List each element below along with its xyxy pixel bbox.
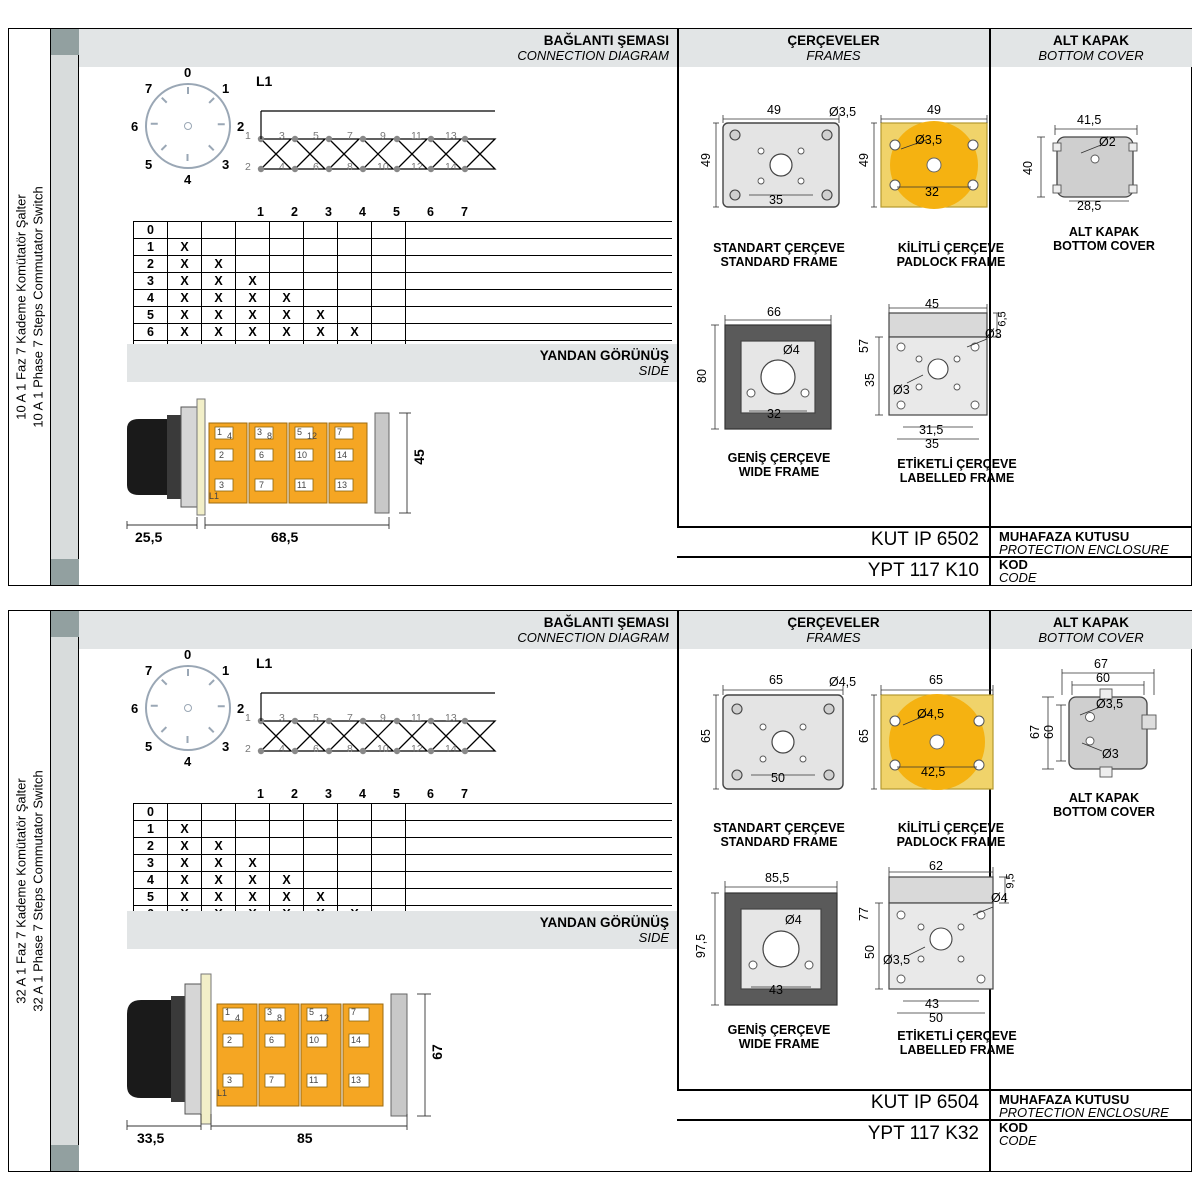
table-row: 1 X bbox=[134, 239, 672, 256]
dim-lab-bottomw: 50 bbox=[929, 1011, 943, 1025]
enclosure-label-en: PROTECTION ENCLOSURE bbox=[999, 542, 1169, 557]
dim-cover-dia2: Ø3 bbox=[1102, 747, 1119, 761]
header-side-en: SIDE bbox=[638, 363, 669, 378]
col-num-6: 6 bbox=[427, 787, 434, 801]
ladder-top-num-1: 1 bbox=[245, 712, 251, 724]
term-num: 10 bbox=[309, 1035, 320, 1045]
dial-pos-6: 6 bbox=[131, 119, 139, 134]
dim-depth-behind: 33,5 bbox=[137, 1130, 165, 1146]
dim-lab-innerw: 43 bbox=[925, 997, 939, 1011]
ladder-bot-num-4: 4 bbox=[279, 743, 285, 755]
side-phase-label: L1 bbox=[217, 1088, 228, 1098]
dim-std-dia: Ø4,5 bbox=[829, 675, 857, 689]
gray-cap-top bbox=[51, 29, 79, 55]
dim-wide-width: 85,5 bbox=[765, 871, 790, 885]
vertical-label-strip-32a bbox=[9, 611, 51, 1171]
dim-cover-height: 40 bbox=[1020, 161, 1035, 175]
gray-spine bbox=[51, 611, 79, 1171]
dim-std-width: 65 bbox=[769, 673, 783, 687]
side-label-tr: 10 A 1 Faz 7 Kademe Komütatör Şalter bbox=[13, 194, 29, 420]
ladder-top-num-3: 3 bbox=[279, 130, 285, 142]
caption-padlock-frame: KİLİTLİ ÇERÇEVE PADLOCK FRAME bbox=[896, 241, 1006, 269]
table-row: 5 X X X X X bbox=[134, 889, 672, 906]
dial-pos-7: 7 bbox=[145, 663, 153, 678]
col-num-6: 6 bbox=[427, 205, 434, 219]
ladder-top-num-7: 7 bbox=[347, 130, 353, 142]
header-bottom-tr: ALT KAPAK bbox=[1053, 615, 1129, 630]
dial-pos-5: 5 bbox=[145, 157, 153, 172]
term-num: 13 bbox=[337, 480, 348, 490]
header-frames-tr: ÇERÇEVELER bbox=[787, 33, 880, 48]
dim-std-hole: 35 bbox=[769, 193, 783, 207]
table-row: 2 X X bbox=[134, 838, 672, 855]
col-num-4: 4 bbox=[359, 787, 366, 801]
term-num: 5 bbox=[297, 427, 303, 437]
dim-wide-height: 80 bbox=[694, 369, 709, 383]
term-num: 12 bbox=[307, 431, 318, 441]
term-num: 5 bbox=[309, 1007, 315, 1017]
term-num: 6 bbox=[259, 450, 265, 460]
dim-cover-dia: Ø3,5 bbox=[1096, 697, 1124, 711]
caption-wide-frame: GENİŞ ÇERÇEVE WIDE FRAME bbox=[727, 1023, 831, 1051]
header-bottom-cover bbox=[991, 29, 1192, 67]
dim-height: 45 bbox=[410, 449, 427, 465]
wide-frame-drawing-10a bbox=[694, 305, 853, 447]
col-num-3: 3 bbox=[325, 787, 332, 801]
enclosure-label-tr: MUHAFAZA KUTUSU bbox=[999, 1092, 1130, 1107]
ladder-top-num-1: 1 bbox=[245, 130, 251, 142]
dim-cover-width2: 60 bbox=[1096, 671, 1110, 685]
switching-table-10a bbox=[133, 221, 672, 358]
col-num-3: 3 bbox=[325, 205, 332, 219]
dim-cover-dia: Ø2 bbox=[1099, 135, 1116, 149]
dial-pos-7: 7 bbox=[145, 81, 153, 96]
dim-wide-dia: Ø4 bbox=[785, 913, 802, 927]
col-num-2: 2 bbox=[291, 205, 298, 219]
table-row: 1 X bbox=[134, 821, 672, 838]
ladder-bot-num-6: 6 bbox=[313, 161, 319, 173]
col-divider-1 bbox=[677, 29, 679, 526]
dim-depth-body: 68,5 bbox=[271, 529, 299, 545]
dial-center-dot bbox=[184, 122, 192, 130]
product-block-32a bbox=[8, 610, 1192, 1172]
dial-pos-2: 2 bbox=[237, 701, 245, 716]
dim-std-dia: Ø3,5 bbox=[829, 105, 857, 119]
caption-labelled-frame: ETİKETLİ ÇERÇEVE LABELLED FRAME bbox=[897, 1029, 1017, 1057]
dim-wide-height: 97,5 bbox=[694, 933, 709, 959]
dim-cover-height: 67 bbox=[1027, 725, 1042, 739]
gray-cap-top bbox=[51, 611, 79, 637]
header-bottom-tr: ALT KAPAK bbox=[1053, 33, 1129, 48]
dim-lab-innerh: 50 bbox=[862, 945, 877, 959]
ladder-top-num-9: 9 bbox=[380, 130, 386, 142]
col-divider-1 bbox=[677, 611, 679, 1089]
dial-pos-3: 3 bbox=[222, 739, 230, 754]
ladder-bot-num-10: 10 bbox=[377, 743, 389, 755]
code-label-tr: KOD bbox=[999, 557, 1028, 572]
col-num-2: 2 bbox=[291, 787, 298, 801]
dim-cover-height2: 60 bbox=[1041, 725, 1056, 739]
side-label-en: 10 A 1 Phase 7 Steps Commutator Switch bbox=[30, 186, 46, 428]
term-num: 7 bbox=[269, 1075, 275, 1085]
code-value: YPT 117 K32 bbox=[867, 1123, 979, 1144]
code-label-en: CODE bbox=[999, 1133, 1037, 1148]
ladder-top-num-13: 13 bbox=[445, 712, 457, 724]
caption-bottom-cover: ALT KAPAK BOTTOM COVER bbox=[1053, 791, 1155, 819]
phase-label-l1: L1 bbox=[256, 73, 273, 89]
dim-pad-dia: Ø3,5 bbox=[915, 133, 943, 147]
header-frames-tr: ÇERÇEVELER bbox=[787, 615, 880, 630]
dim-std-height: 49 bbox=[698, 153, 713, 167]
ladder-bot-num-12: 12 bbox=[411, 161, 423, 173]
col-num-7: 7 bbox=[461, 205, 468, 219]
dim-lab-bottomw: 35 bbox=[925, 437, 939, 451]
dim-std-hole: 50 bbox=[771, 771, 785, 785]
term-num: 6 bbox=[269, 1035, 275, 1045]
ladder-bot-num-8: 8 bbox=[347, 743, 353, 755]
dim-cover-inner: 28,5 bbox=[1077, 199, 1102, 213]
caption-standard-frame: STANDART ÇERÇEVE STANDARD FRAME bbox=[713, 821, 845, 849]
ladder-bot-num-10: 10 bbox=[377, 161, 389, 173]
term-num: 2 bbox=[227, 1035, 233, 1045]
term-num: 14 bbox=[337, 450, 348, 460]
header-bottom-cover bbox=[991, 611, 1192, 649]
col-num-5: 5 bbox=[393, 205, 400, 219]
dial-pos-3: 3 bbox=[222, 157, 230, 172]
dim-height: 67 bbox=[428, 1044, 445, 1060]
header-frames-en: FRAMES bbox=[806, 630, 861, 645]
side-view-drawing-10a bbox=[119, 387, 439, 545]
table-row: 6 X X X X X X bbox=[134, 324, 672, 341]
ladder-top-num-9: 9 bbox=[380, 712, 386, 724]
ladder-bot-num-14: 14 bbox=[445, 161, 457, 173]
header-connection-tr: BAĞLANTI ŞEMASI bbox=[543, 33, 669, 48]
dim-lab-innerw: 31,5 bbox=[919, 423, 944, 437]
ladder-top-num-11: 11 bbox=[411, 712, 422, 724]
ladder-top-num-5: 5 bbox=[313, 130, 319, 142]
dial-pos-6: 6 bbox=[131, 701, 139, 716]
dim-depth-behind: 25,5 bbox=[135, 529, 163, 545]
term-num: 3 bbox=[267, 1007, 273, 1017]
table-row: 4 X X X X bbox=[134, 872, 672, 889]
term-num: 3 bbox=[257, 427, 263, 437]
term-num: 8 bbox=[267, 431, 273, 441]
col-num-7: 7 bbox=[461, 787, 468, 801]
dim-std-height: 65 bbox=[698, 729, 713, 743]
ladder-bot-num-2: 2 bbox=[245, 161, 251, 173]
header-frames bbox=[679, 29, 989, 67]
term-num: 13 bbox=[351, 1075, 362, 1085]
dim-lab-dia2: Ø3,5 bbox=[883, 953, 911, 967]
dim-pad-height: 49 bbox=[856, 153, 871, 167]
ladder-bot-num-12: 12 bbox=[411, 743, 423, 755]
dim-wide-width: 66 bbox=[767, 305, 781, 319]
term-num: 7 bbox=[259, 480, 265, 490]
dim-pad-hole: 42,5 bbox=[921, 765, 946, 779]
header-bottom-en: BOTTOM COVER bbox=[1038, 48, 1144, 63]
phase-label-l1: L1 bbox=[256, 655, 273, 671]
table-row: 5 X X X X X bbox=[134, 307, 672, 324]
table-row: 3 X X X bbox=[134, 273, 672, 290]
dim-lab-dia1: Ø4 bbox=[991, 891, 1008, 905]
ladder-bot-num-14: 14 bbox=[445, 743, 457, 755]
ladder-bot-num-8: 8 bbox=[347, 161, 353, 173]
enclosure-value: KUT IP 6504 bbox=[870, 1092, 979, 1113]
side-phase-label: L1 bbox=[209, 491, 220, 501]
selector-dial-10a bbox=[119, 65, 259, 189]
dim-wide-dia: Ø4 bbox=[783, 343, 800, 357]
header-side-view bbox=[127, 344, 677, 382]
table-row: 4 X X X X bbox=[134, 290, 672, 307]
header-connection-tr: BAĞLANTI ŞEMASI bbox=[543, 615, 669, 630]
header-frames bbox=[679, 611, 989, 649]
dim-lab-dia2: Ø3 bbox=[893, 383, 910, 397]
col-num-5: 5 bbox=[393, 787, 400, 801]
dial-center-dot bbox=[184, 704, 192, 712]
dim-wide-hole: 43 bbox=[769, 983, 783, 997]
term-num: 1 bbox=[225, 1007, 231, 1017]
ladder-top-num-13: 13 bbox=[445, 130, 457, 142]
ladder-top-num-7: 7 bbox=[347, 712, 353, 724]
ladder-top-num-3: 3 bbox=[279, 712, 285, 724]
dial-pos-4: 4 bbox=[184, 172, 192, 187]
term-num: 2 bbox=[219, 450, 225, 460]
ladder-bot-num-2: 2 bbox=[245, 743, 251, 755]
header-side-tr: YANDAN GÖRÜNÜŞ bbox=[539, 348, 669, 363]
wide-frame-drawing-32a bbox=[694, 871, 858, 1023]
term-num: 1 bbox=[217, 427, 223, 437]
term-num: 12 bbox=[319, 1013, 330, 1023]
term-num: 7 bbox=[351, 1007, 357, 1017]
col-num-1: 1 bbox=[257, 787, 264, 801]
dial-pos-1: 1 bbox=[222, 663, 230, 678]
header-side-view bbox=[127, 911, 677, 949]
enclosure-value: KUT IP 6502 bbox=[870, 529, 979, 550]
contact-ladder-32a bbox=[247, 673, 507, 783]
header-connection-en: CONNECTION DIAGRAM bbox=[517, 630, 669, 645]
dim-std-width: 49 bbox=[767, 103, 781, 117]
header-connection-diagram bbox=[79, 29, 677, 67]
standard-frame-drawing-10a bbox=[698, 103, 857, 219]
term-num: 11 bbox=[309, 1075, 319, 1085]
term-num: 3 bbox=[227, 1075, 233, 1085]
dim-pad-hole: 32 bbox=[925, 185, 939, 199]
dial-pos-5: 5 bbox=[145, 739, 153, 754]
dim-lab-width: 62 bbox=[929, 859, 943, 873]
code-value: YPT 117 K10 bbox=[867, 560, 979, 581]
product-block-10a bbox=[8, 28, 1192, 586]
dial-pos-1: 1 bbox=[222, 81, 230, 96]
dim-pad-dia: Ø4,5 bbox=[917, 707, 945, 721]
term-num: 8 bbox=[277, 1013, 283, 1023]
dim-lab-height: 57 bbox=[856, 339, 871, 353]
gray-spine bbox=[51, 29, 79, 585]
dim-wide-hole: 32 bbox=[767, 407, 781, 421]
dim-lab-width: 45 bbox=[925, 297, 939, 311]
col-num-1: 1 bbox=[257, 205, 264, 219]
contact-ladder-10a bbox=[247, 91, 507, 201]
dim-depth-body: 85 bbox=[297, 1130, 313, 1146]
term-num: 10 bbox=[297, 450, 308, 460]
side-view-drawing-32a bbox=[119, 956, 449, 1146]
header-connection-diagram bbox=[79, 611, 677, 649]
header-connection-en: CONNECTION DIAGRAM bbox=[517, 48, 669, 63]
col-num-4: 4 bbox=[359, 205, 366, 219]
term-num: 14 bbox=[351, 1035, 362, 1045]
ladder-column-numbers bbox=[247, 205, 497, 221]
dim-lab-height: 77 bbox=[856, 907, 871, 921]
header-bottom-en: BOTTOM COVER bbox=[1038, 630, 1144, 645]
table-row: 0 bbox=[134, 804, 672, 821]
term-num: 7 bbox=[337, 427, 343, 437]
dim-cover-width: 41,5 bbox=[1077, 113, 1102, 127]
enclosure-label-tr: MUHAFAZA KUTUSU bbox=[999, 529, 1130, 544]
code-label-en: CODE bbox=[999, 570, 1037, 585]
ladder-bot-num-4: 4 bbox=[279, 161, 285, 173]
term-num: 11 bbox=[297, 480, 307, 490]
dim-pad-width: 49 bbox=[927, 103, 941, 117]
header-frames-en: FRAMES bbox=[806, 48, 861, 63]
caption-labelled-frame: ETİKETLİ ÇERÇEVE LABELLED FRAME bbox=[897, 457, 1017, 485]
side-label-tr: 32 A 1 Faz 7 Kademe Komütatör Şalter bbox=[13, 778, 29, 1004]
ladder-column-numbers bbox=[247, 787, 497, 803]
dial-pos-2: 2 bbox=[237, 119, 245, 134]
caption-bottom-cover: ALT KAPAK BOTTOM COVER bbox=[1053, 225, 1155, 253]
caption-padlock-frame: KİLİTLİ ÇERÇEVE PADLOCK FRAME bbox=[896, 821, 1006, 849]
dim-lab-thickness: 9,5 bbox=[1004, 873, 1017, 889]
dim-lab-dia1: Ø3 bbox=[985, 327, 1002, 341]
ladder-bot-num-6: 6 bbox=[313, 743, 319, 755]
padlock-frame-drawing-10a bbox=[856, 103, 1001, 219]
ladder-top-num-11: 11 bbox=[411, 130, 422, 142]
bottom-cover-drawing-10a bbox=[1020, 109, 1179, 229]
col-divider-2 bbox=[989, 29, 991, 526]
selector-dial-32a bbox=[119, 647, 259, 771]
labelled-frame-drawing-32a bbox=[856, 859, 1022, 1025]
dim-pad-width: 65 bbox=[929, 673, 943, 687]
table-row: 2 X X bbox=[134, 256, 672, 273]
code-label-tr: KOD bbox=[999, 1120, 1028, 1135]
dial-pos-4: 4 bbox=[184, 754, 192, 769]
caption-standard-frame: STANDART ÇERÇEVE STANDARD FRAME bbox=[713, 241, 845, 269]
term-num: 3 bbox=[219, 480, 225, 490]
table-row: 0 bbox=[134, 222, 672, 239]
header-side-en: SIDE bbox=[638, 930, 669, 945]
bottom-cover-drawing-32a bbox=[1024, 659, 1189, 799]
padlock-frame-drawing-32a bbox=[856, 673, 1006, 799]
dial-pos-0: 0 bbox=[184, 65, 192, 80]
gray-cap-bottom bbox=[51, 1145, 79, 1171]
term-num: 4 bbox=[227, 431, 233, 441]
standard-frame-drawing-32a bbox=[698, 673, 857, 799]
side-label-en: 32 A 1 Phase 7 Steps Commutator Switch bbox=[30, 770, 46, 1012]
vertical-label-strip-10a bbox=[9, 29, 51, 585]
ladder-top-num-5: 5 bbox=[313, 712, 319, 724]
table-row: 3 X X X bbox=[134, 855, 672, 872]
dial-pos-0: 0 bbox=[184, 647, 192, 662]
dim-cover-width: 67 bbox=[1094, 657, 1108, 671]
gray-cap-bottom bbox=[51, 559, 79, 585]
labelled-frame-drawing-10a bbox=[856, 297, 1017, 451]
term-num: 4 bbox=[235, 1013, 241, 1023]
header-side-tr: YANDAN GÖRÜNÜŞ bbox=[539, 915, 669, 930]
enclosure-label-en: PROTECTION ENCLOSURE bbox=[999, 1105, 1169, 1120]
dim-pad-height: 65 bbox=[856, 729, 871, 743]
caption-wide-frame: GENİŞ ÇERÇEVE WIDE FRAME bbox=[727, 451, 831, 479]
dim-lab-innerh: 35 bbox=[862, 373, 877, 387]
dim-lab-thickness: 6,5 bbox=[996, 311, 1009, 327]
